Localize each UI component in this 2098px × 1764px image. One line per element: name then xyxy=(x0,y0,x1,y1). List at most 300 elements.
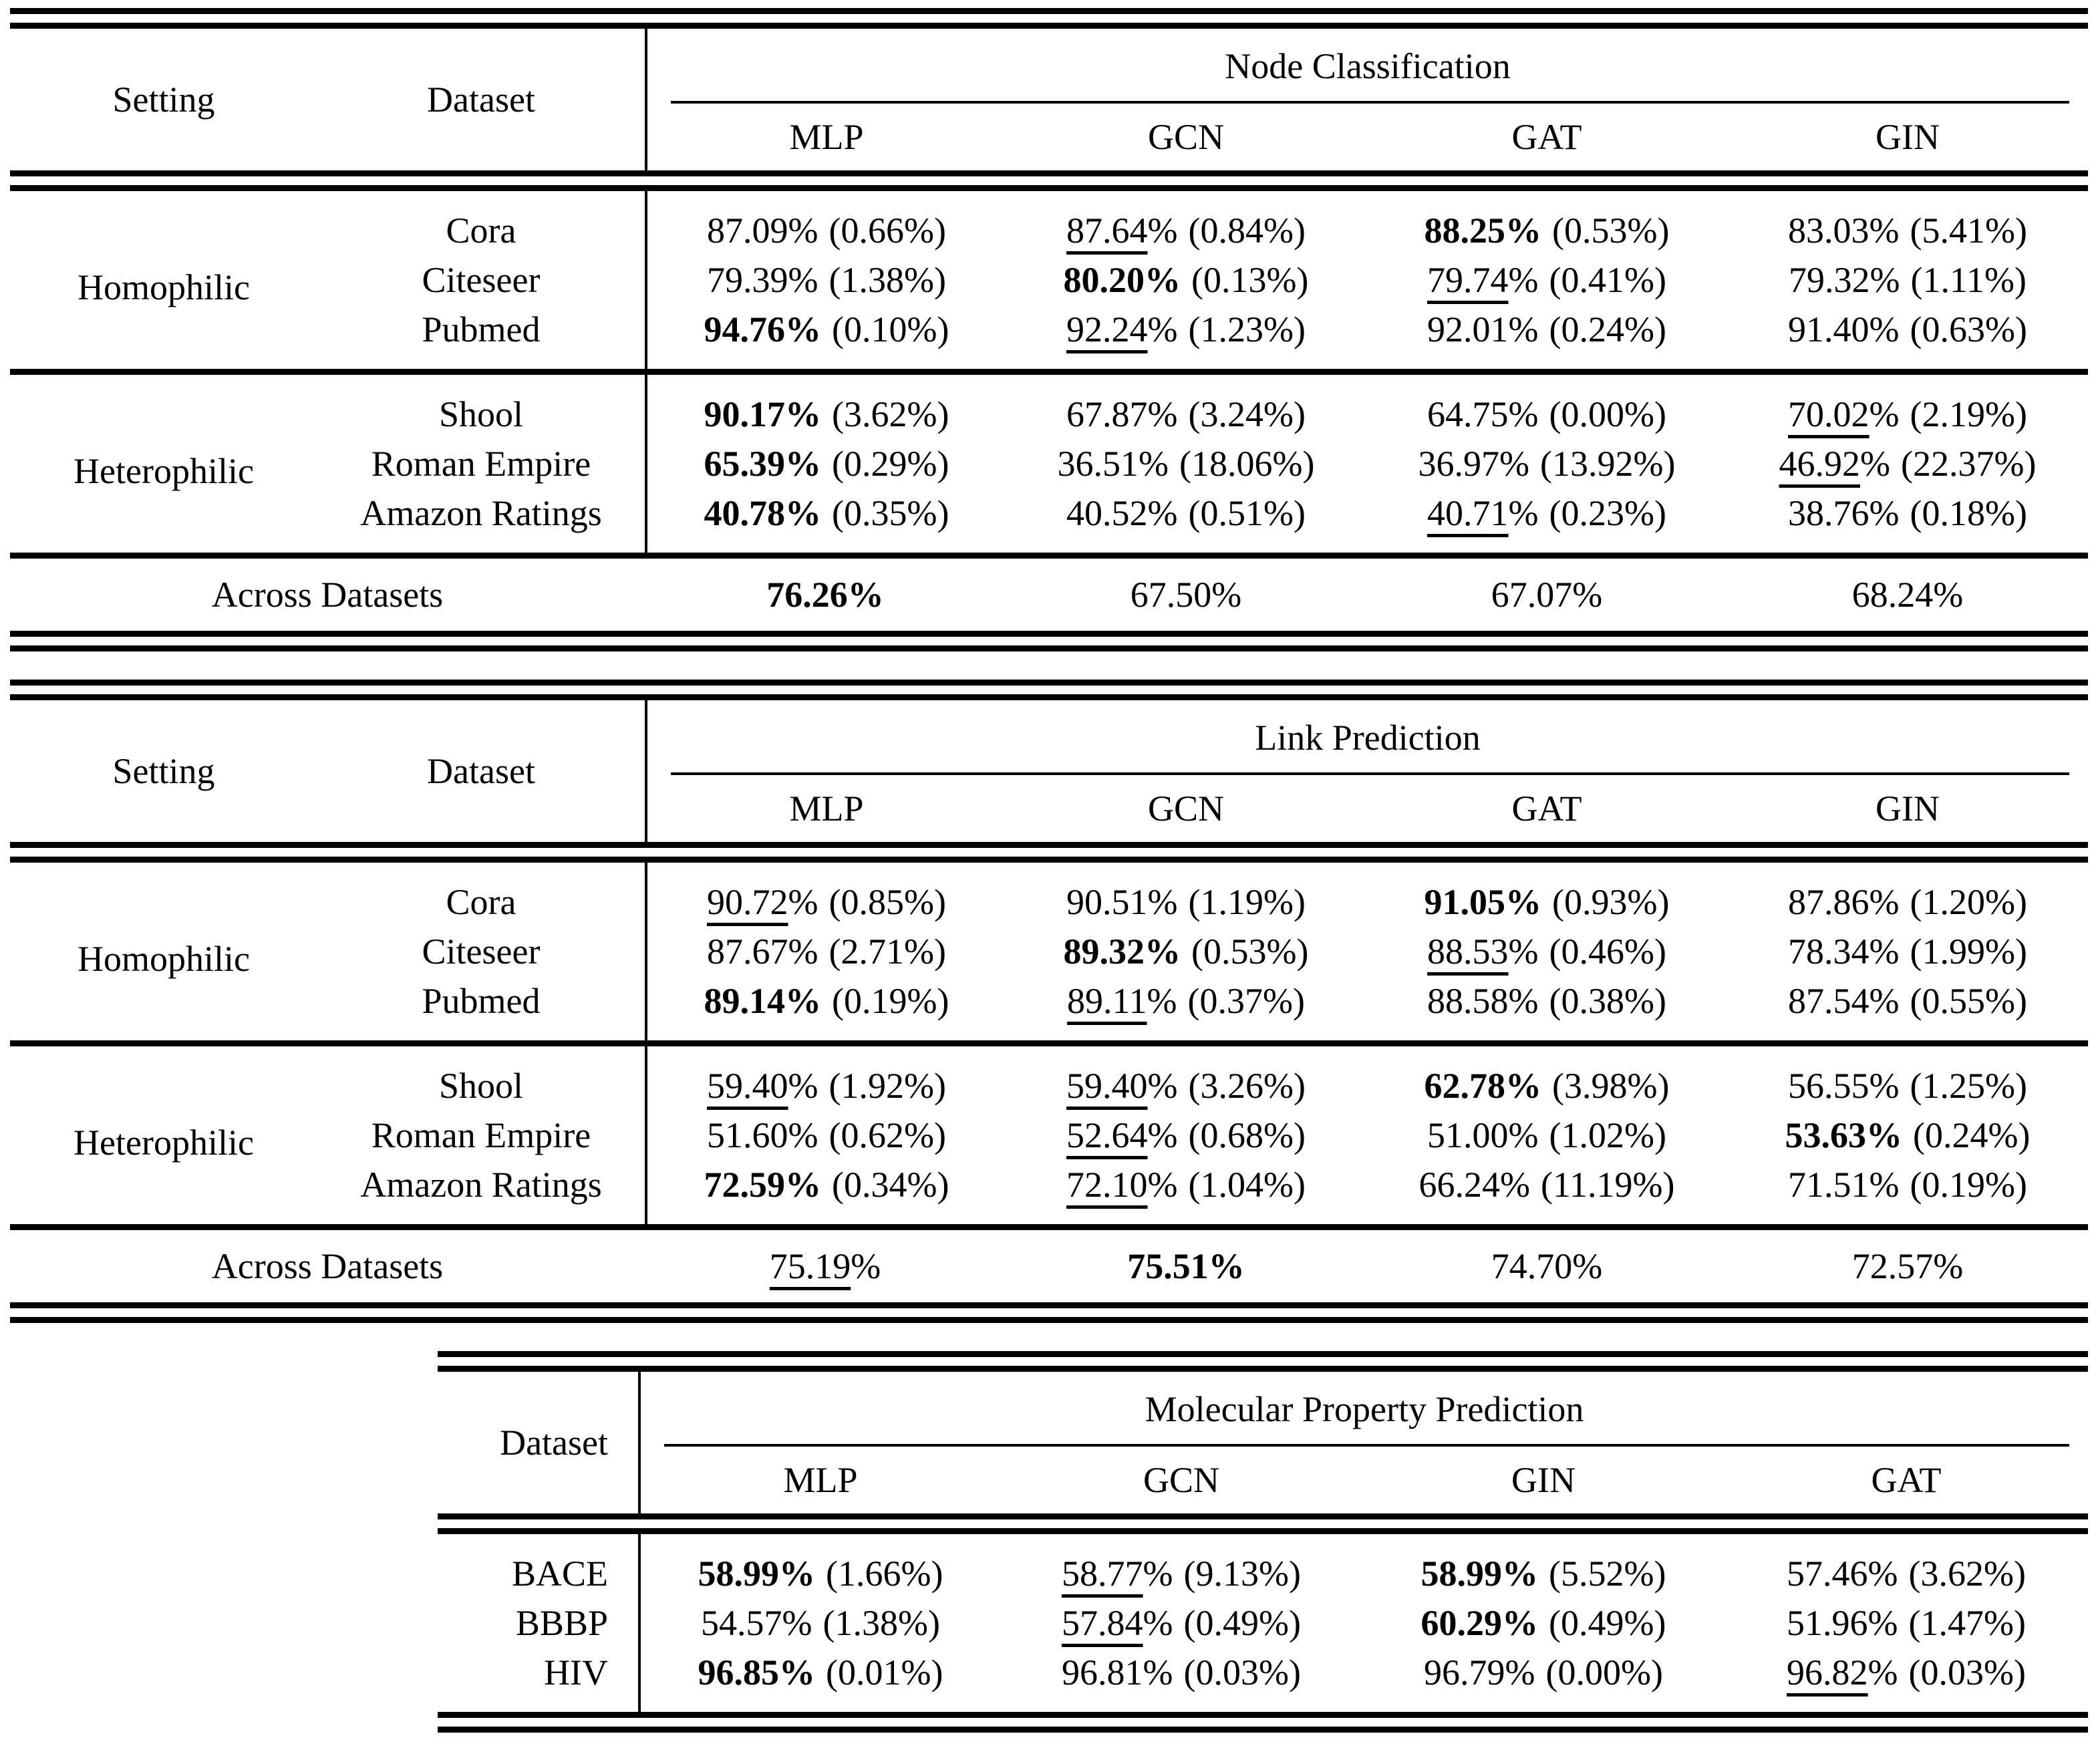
result-cell xyxy=(645,1046,1006,1111)
std-dev: (0.13%) xyxy=(1191,259,1309,300)
result-cell xyxy=(645,305,1006,369)
table-row xyxy=(10,976,2088,1040)
result-cell xyxy=(1006,1046,1366,1111)
percent-sign: % xyxy=(1508,309,1539,349)
model-header: GCN xyxy=(1147,788,1224,829)
score-value: 72.10 xyxy=(1066,1164,1148,1205)
dataset-label: HIV xyxy=(544,1652,608,1693)
result-cell xyxy=(1725,1598,2088,1648)
score-value: 87.64 xyxy=(1066,210,1148,251)
std-dev: (1.04%) xyxy=(1188,1164,1306,1205)
result-cell xyxy=(1366,927,1727,976)
setting-column-header: Setting xyxy=(112,79,215,120)
result-cell xyxy=(645,439,1006,488)
summary-cell xyxy=(645,1230,1006,1302)
score-value: 36.97 xyxy=(1418,443,1500,484)
percent-sign: % xyxy=(779,1652,816,1693)
score-value: 67.50 xyxy=(1130,574,1212,615)
result-cell xyxy=(1006,439,1366,488)
std-dev: (22.37%) xyxy=(1901,443,2037,484)
table-row xyxy=(10,255,2088,305)
percent-sign: % xyxy=(1147,492,1178,533)
percent-sign: % xyxy=(1147,1164,1178,1205)
bottom-double-rule xyxy=(10,1302,2088,1323)
link-prediction-table xyxy=(10,680,2088,1323)
table-row xyxy=(10,927,2088,976)
score-value: 68.24 xyxy=(1851,574,1934,615)
percent-sign: % xyxy=(1505,210,1542,251)
std-dev: (3.24%) xyxy=(1188,394,1306,434)
std-dev: (0.00%) xyxy=(1549,394,1666,434)
top-double-rule xyxy=(10,8,2088,29)
percent-sign: % xyxy=(1572,574,1603,615)
cmidrule xyxy=(671,101,2069,104)
std-dev: (5.41%) xyxy=(1910,210,2027,251)
score-value: 51.60 xyxy=(707,1115,788,1155)
table-row xyxy=(10,1111,2088,1160)
summary-cell xyxy=(1366,1230,1727,1302)
percent-sign: % xyxy=(1869,931,1900,972)
std-dev: (1.47%) xyxy=(1908,1602,2026,1643)
result-cell xyxy=(1366,863,1727,927)
percent-sign: % xyxy=(1147,394,1178,434)
percent-sign: % xyxy=(1866,1115,1903,1155)
result-cell xyxy=(1727,863,2088,927)
std-dev: (0.19%) xyxy=(832,980,949,1021)
model-header: GIN xyxy=(1511,1459,1576,1500)
std-dev: (0.41%) xyxy=(1549,259,1666,300)
score-value: 90.51 xyxy=(1066,881,1148,922)
std-dev: (0.63%) xyxy=(1910,309,2027,349)
std-dev: (1.92%) xyxy=(829,1065,946,1106)
result-cell xyxy=(1366,191,1727,255)
result-cell xyxy=(1366,439,1727,488)
result-cell xyxy=(645,255,1006,305)
std-dev: (0.85%) xyxy=(829,881,946,922)
score-value: 51.96 xyxy=(1787,1602,1868,1643)
task-title: Link Prediction xyxy=(1255,717,1481,758)
percent-sign: % xyxy=(1867,1652,1898,1693)
percent-sign: % xyxy=(1867,1553,1898,1594)
percent-sign: % xyxy=(1869,394,1900,434)
percent-sign: % xyxy=(1147,1065,1178,1106)
score-value: 72.57 xyxy=(1851,1245,1934,1286)
score-value: 38.76 xyxy=(1788,492,1869,533)
result-cell xyxy=(1727,488,2088,553)
result-cell xyxy=(645,488,1006,553)
result-cell xyxy=(1366,1111,1727,1160)
score-value: 58.77 xyxy=(1062,1553,1143,1594)
std-dev: (0.19%) xyxy=(1910,1164,2027,1205)
percent-sign: % xyxy=(1500,1164,1531,1205)
task-group-header xyxy=(645,700,2088,775)
result-cell xyxy=(1727,305,2088,369)
bottom-double-rule xyxy=(438,1712,2088,1733)
model-header: MLP xyxy=(645,775,1006,842)
percent-sign: % xyxy=(788,259,818,300)
model-header: GCN xyxy=(1147,116,1224,157)
percent-sign: % xyxy=(1211,574,1242,615)
percent-sign: % xyxy=(785,1164,822,1205)
group-rule xyxy=(10,1224,2088,1230)
rule-line xyxy=(438,1513,2088,1534)
score-value: 87.67 xyxy=(707,931,788,972)
dataset-label: BBBP xyxy=(515,1602,608,1643)
result-cell xyxy=(1000,1598,1362,1648)
std-dev: (0.35%) xyxy=(832,492,949,533)
dataset-label: Amazon Ratings xyxy=(360,492,602,533)
dataset-label: Shool xyxy=(438,1065,524,1106)
score-value: 92.24 xyxy=(1066,309,1148,349)
std-dev: (0.10%) xyxy=(832,309,949,349)
result-cell xyxy=(1725,1534,2088,1598)
std-dev: (0.34%) xyxy=(832,1164,949,1205)
score-value: 59.40 xyxy=(1066,1065,1148,1106)
std-dev: (0.24%) xyxy=(1549,309,1666,349)
header-row xyxy=(10,29,2088,104)
std-dev: (1.38%) xyxy=(829,259,946,300)
std-dev: (0.68%) xyxy=(1188,1115,1306,1155)
model-header: GAT xyxy=(1511,788,1582,829)
percent-sign: % xyxy=(1508,931,1539,972)
result-cell xyxy=(1006,488,1366,553)
percent-sign: % xyxy=(1869,980,1900,1021)
percent-sign: % xyxy=(1508,394,1539,434)
result-cell xyxy=(1362,1598,1725,1648)
result-cell xyxy=(1006,1111,1366,1160)
rule-line xyxy=(10,369,2088,375)
score-value: 74.70 xyxy=(1491,1245,1573,1286)
score-value: 96.81 xyxy=(1062,1652,1143,1693)
score-value: 58.99 xyxy=(698,1553,780,1594)
percent-sign: % xyxy=(1502,1553,1539,1594)
score-value: 72.59 xyxy=(704,1164,786,1205)
std-dev: (0.51%) xyxy=(1188,492,1306,533)
std-dev: (1.23%) xyxy=(1188,309,1306,349)
std-dev: (3.98%) xyxy=(1552,1065,1670,1106)
score-value: 79.74 xyxy=(1427,259,1509,300)
percent-sign: % xyxy=(1860,443,1891,484)
dataset-column-header: Dataset xyxy=(427,750,535,791)
rule-line xyxy=(10,842,2088,863)
result-cell xyxy=(1727,976,2088,1040)
result-cell xyxy=(1362,1534,1725,1598)
setting-label: Homophilic xyxy=(78,938,250,979)
percent-sign: % xyxy=(788,210,818,251)
task-title: Node Classification xyxy=(1225,45,1511,86)
setting-label: Homophilic xyxy=(78,267,250,307)
percent-sign: % xyxy=(1139,443,1169,484)
score-value: 90.17 xyxy=(704,394,786,434)
model-header: GCN xyxy=(1143,1459,1219,1500)
score-value: 40.71 xyxy=(1427,492,1509,533)
dataset-label: Roman Empire xyxy=(371,1115,591,1155)
std-dev: (13.92%) xyxy=(1540,443,1676,484)
result-cell xyxy=(638,1598,1000,1648)
result-cell xyxy=(645,191,1006,255)
top-double-rule xyxy=(10,680,2088,700)
header-row xyxy=(438,1372,2088,1447)
result-cell xyxy=(1000,1534,1362,1598)
result-cell xyxy=(1727,439,2088,488)
model-header: MLP xyxy=(638,1447,1000,1513)
score-value: 53.63 xyxy=(1785,1115,1867,1155)
rule-line xyxy=(10,1224,2088,1230)
summary-row xyxy=(10,1230,2088,1302)
score-value: 89.32 xyxy=(1063,931,1145,972)
dataset-label: Amazon Ratings xyxy=(360,1164,602,1205)
summary-cell xyxy=(1366,559,1727,631)
model-header: GIN xyxy=(1876,788,1940,829)
summary-cell xyxy=(1727,1230,2088,1302)
std-dev: (0.46%) xyxy=(1549,931,1666,972)
percent-sign: % xyxy=(1508,259,1539,300)
dataset-label: Cora xyxy=(446,210,516,251)
score-value: 96.79 xyxy=(1424,1652,1505,1693)
model-header: GAT xyxy=(1871,1459,1942,1500)
std-dev: (0.00%) xyxy=(1545,1652,1663,1693)
percent-sign: % xyxy=(1145,931,1181,972)
std-dev: (2.19%) xyxy=(1910,394,2027,434)
percent-sign: % xyxy=(1572,1245,1603,1286)
header-double-rule xyxy=(438,1513,2088,1534)
percent-sign: % xyxy=(785,394,822,434)
percent-sign: % xyxy=(1147,210,1178,251)
result-cell xyxy=(638,1648,1000,1712)
result-cell xyxy=(645,976,1006,1040)
dataset-column-header: Dataset xyxy=(500,1422,608,1463)
score-value: 89.14 xyxy=(704,980,786,1021)
score-value: 91.40 xyxy=(1788,309,1869,349)
result-cell xyxy=(1006,255,1366,305)
percent-sign: % xyxy=(1143,1652,1173,1693)
summary-row xyxy=(10,559,2088,631)
score-value: 94.76 xyxy=(704,309,786,349)
std-dev: (0.66%) xyxy=(829,210,946,251)
dataset-label: Cora xyxy=(446,881,516,922)
score-value: 76.26 xyxy=(766,574,848,615)
result-cell xyxy=(645,863,1006,927)
percent-sign: % xyxy=(1505,1065,1542,1106)
result-cell xyxy=(1727,375,2088,439)
percent-sign: % xyxy=(785,492,822,533)
cmidrule xyxy=(664,1444,2069,1447)
std-dev: (0.23%) xyxy=(1549,492,1666,533)
table-row xyxy=(10,863,2088,927)
result-cell xyxy=(1727,255,2088,305)
setting-label: Heterophilic xyxy=(73,1122,254,1163)
std-dev: (2.71%) xyxy=(829,931,946,972)
score-value: 65.39 xyxy=(704,443,786,484)
score-value: 67.07 xyxy=(1491,574,1573,615)
percent-sign: % xyxy=(1933,574,1964,615)
percent-sign: % xyxy=(1147,881,1178,922)
group-rule xyxy=(10,553,2088,559)
std-dev: (0.01%) xyxy=(826,1652,943,1693)
std-dev: (0.49%) xyxy=(1183,1602,1301,1643)
result-cell xyxy=(1727,1046,2088,1111)
percent-sign: % xyxy=(785,309,822,349)
score-value: 91.05 xyxy=(1424,881,1506,922)
percent-sign: % xyxy=(1502,1602,1539,1643)
task-group-header xyxy=(638,1372,2088,1447)
group-rule xyxy=(10,1040,2088,1046)
score-value: 52.64 xyxy=(1066,1115,1148,1155)
score-value: 87.54 xyxy=(1788,980,1869,1021)
result-cell xyxy=(645,375,1006,439)
top-double-rule xyxy=(438,1351,2088,1372)
percent-sign: % xyxy=(851,1245,881,1286)
result-cell xyxy=(1006,1160,1366,1224)
rule-line xyxy=(10,1302,2088,1323)
score-value: 75.19 xyxy=(769,1245,851,1286)
result-cell xyxy=(1366,976,1727,1040)
std-dev: (0.24%) xyxy=(1913,1115,2031,1155)
dataset-label: Citeseer xyxy=(422,259,541,300)
percent-sign: % xyxy=(788,931,818,972)
model-header: GIN xyxy=(1876,116,1940,157)
result-cell xyxy=(1366,1160,1727,1224)
result-cell xyxy=(1006,976,1366,1040)
percent-sign: % xyxy=(1147,309,1178,349)
task-group-header xyxy=(645,29,2088,104)
percent-sign: % xyxy=(1508,1115,1539,1155)
std-dev: (0.03%) xyxy=(1183,1652,1301,1693)
setting-label: Heterophilic xyxy=(73,450,254,491)
setting-column-header: Setting xyxy=(112,750,215,791)
rule-line xyxy=(10,8,2088,29)
result-cell xyxy=(1366,255,1727,305)
dataset-column-header: Dataset xyxy=(427,79,535,120)
score-value: 56.55 xyxy=(1788,1065,1869,1106)
result-cell xyxy=(1006,375,1366,439)
result-cell xyxy=(1727,927,2088,976)
result-cell xyxy=(1727,191,2088,255)
percent-sign: % xyxy=(1508,492,1539,533)
percent-sign: % xyxy=(785,443,822,484)
result-cell xyxy=(1006,305,1366,369)
result-cell xyxy=(1366,305,1727,369)
std-dev: (1.02%) xyxy=(1549,1115,1666,1155)
std-dev: (0.18%) xyxy=(1910,492,2027,533)
std-dev: (0.93%) xyxy=(1552,881,1670,922)
rule-line xyxy=(10,170,2088,191)
table-row xyxy=(10,488,2088,553)
score-value: 59.40 xyxy=(707,1065,788,1106)
summary-label: Across Datasets xyxy=(211,1245,444,1286)
score-value: 96.85 xyxy=(698,1652,780,1693)
result-cell xyxy=(638,1534,1000,1598)
percent-sign: % xyxy=(1505,1652,1535,1693)
result-cell xyxy=(645,927,1006,976)
score-value: 60.29 xyxy=(1420,1602,1503,1643)
percent-sign: % xyxy=(788,1065,818,1106)
dataset-label: Pubmed xyxy=(422,980,541,1021)
percent-sign: % xyxy=(1147,1115,1178,1155)
dataset-label: Citeseer xyxy=(422,931,541,972)
std-dev: (11.19%) xyxy=(1541,1164,1675,1205)
std-dev: (3.62%) xyxy=(832,394,949,434)
percent-sign: % xyxy=(1869,309,1900,349)
table-row xyxy=(438,1534,2088,1598)
percent-sign: % xyxy=(1147,980,1177,1021)
score-value: 71.51 xyxy=(1788,1164,1869,1205)
result-cell xyxy=(1362,1648,1725,1712)
score-value: 79.32 xyxy=(1789,259,1870,300)
cmidrule xyxy=(671,772,2069,775)
percent-sign: % xyxy=(1143,1553,1173,1594)
score-value: 67.87 xyxy=(1066,394,1148,434)
rule-line xyxy=(10,680,2088,700)
score-value: 88.25 xyxy=(1424,210,1506,251)
score-value: 70.02 xyxy=(1788,394,1869,434)
result-cell xyxy=(645,1160,1006,1224)
summary-cell xyxy=(1006,1230,1366,1302)
molecular-property-prediction-table xyxy=(438,1351,2088,1733)
score-value: 88.58 xyxy=(1427,980,1509,1021)
std-dev: (0.38%) xyxy=(1549,980,1666,1021)
rule-line xyxy=(438,1351,2088,1372)
model-header: MLP xyxy=(645,104,1006,170)
percent-sign: % xyxy=(1869,492,1900,533)
std-dev: (0.53%) xyxy=(1191,931,1309,972)
dataset-label: BACE xyxy=(511,1553,608,1594)
std-dev: (0.29%) xyxy=(832,443,949,484)
score-value: 57.46 xyxy=(1787,1553,1868,1594)
std-dev: (1.99%) xyxy=(1910,931,2027,972)
percent-sign: % xyxy=(1505,881,1542,922)
score-value: 89.11 xyxy=(1067,980,1147,1021)
std-dev: (3.62%) xyxy=(1908,1553,2026,1594)
percent-sign: % xyxy=(1869,881,1900,922)
rule-line xyxy=(10,631,2088,651)
score-value: 62.78 xyxy=(1424,1065,1506,1106)
score-value: 64.75 xyxy=(1427,394,1509,434)
table-row xyxy=(10,1046,2088,1111)
std-dev: (0.55%) xyxy=(1910,980,2027,1021)
std-dev: (9.13%) xyxy=(1183,1553,1301,1594)
score-value: 36.51 xyxy=(1057,443,1139,484)
percent-sign: % xyxy=(1869,210,1900,251)
score-value: 88.53 xyxy=(1427,931,1509,972)
percent-sign: % xyxy=(788,881,818,922)
percent-sign: % xyxy=(847,574,884,615)
score-value: 54.57 xyxy=(701,1602,782,1643)
std-dev: (0.53%) xyxy=(1552,210,1670,251)
score-value: 78.34 xyxy=(1788,931,1869,972)
result-cell xyxy=(1006,863,1366,927)
std-dev: (0.49%) xyxy=(1549,1602,1666,1643)
result-cell xyxy=(1006,927,1366,976)
dataset-label: Roman Empire xyxy=(371,443,591,484)
score-value: 83.03 xyxy=(1788,210,1869,251)
std-dev: (1.20%) xyxy=(1910,881,2027,922)
dataset-label: Shool xyxy=(438,394,524,434)
summary-cell xyxy=(1006,559,1366,631)
rule-line xyxy=(438,1712,2088,1733)
header-double-rule xyxy=(10,842,2088,863)
table-row xyxy=(10,305,2088,369)
std-dev: (1.19%) xyxy=(1188,881,1306,922)
result-cell xyxy=(1006,191,1366,255)
percent-sign: % xyxy=(782,1602,812,1643)
score-value: 90.72 xyxy=(707,881,788,922)
score-value: 75.51 xyxy=(1127,1245,1209,1286)
table-row xyxy=(10,439,2088,488)
percent-sign: % xyxy=(1508,980,1539,1021)
result-cell xyxy=(1366,488,1727,553)
percent-sign: % xyxy=(1869,259,1900,300)
